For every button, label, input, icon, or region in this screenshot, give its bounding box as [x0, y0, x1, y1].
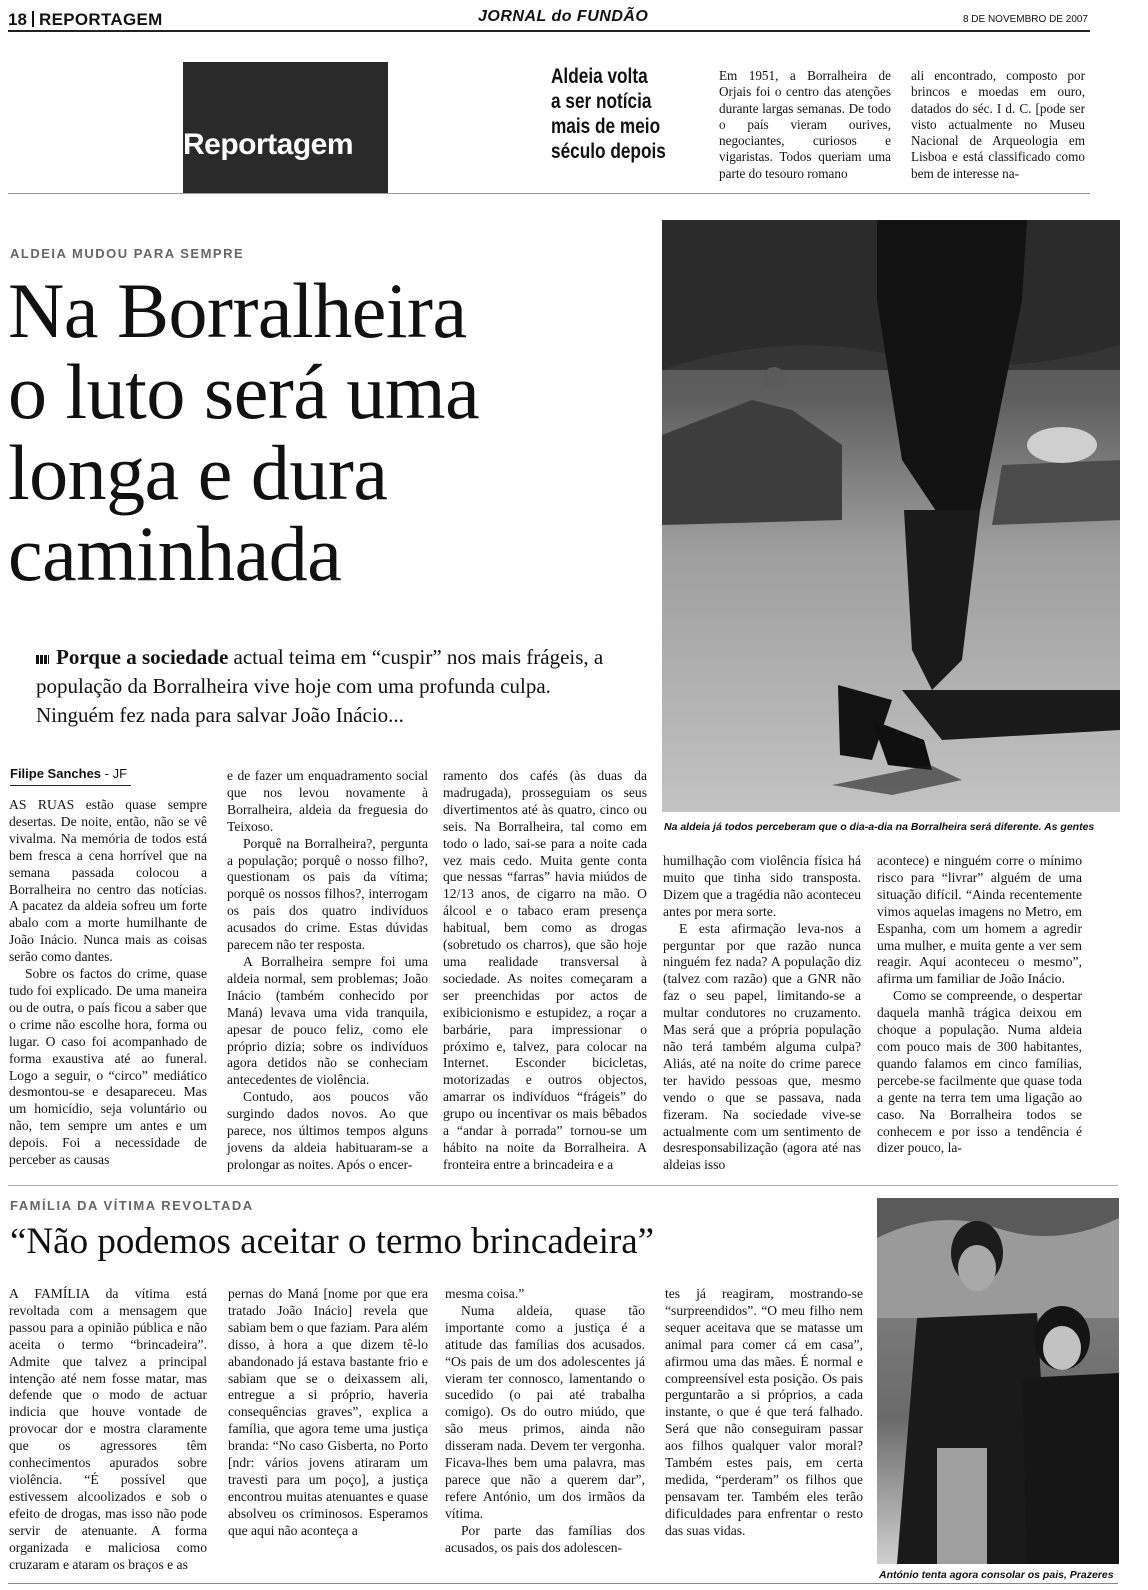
- second-column-3: [445, 1286, 645, 1557]
- paragraph: A FAMÍLIA da vítima está revoltada com a mensagem que passou para a opinião pública e não aceita o termo “brincadeira”. Admite que talvez a principal intenção até nem fosse matar, mas defende que o modo de actuar indicia que houve vontade de provocar dor e mostra claramente que os agressores têm conhecimentos apurados sobre violência. “É possível que estivessem alcoolizados e sob o efeito de drogas, mas isso não pode servir de atenuante. A forma organizada e maliciosa como cruzaram e ataram os braços e as: [9, 1286, 207, 1572]
- main-kicker: ALDEIA MUDOU PARA SEMPRE: [10, 246, 245, 261]
- paragraph: tes já reagiram, mostrando-se “surpreendidos”. “O meu filho nem sequer aceitava que se matasse um animal para comer cá em casa”, afirmou uma das mães. É normal e compreensível esta posição. Os pais perguntarão a si próprios, a cada instante, o que é que terá falhado. Será que não conseguiram passar aos filhos qualquer valor moral? Também estes pais, em certa medida, “perderam” os filhos que pensavam ter. Também eles terão dificuldades para enfrentar o resto das suas vidas.: [665, 1286, 863, 1538]
- page-number: 18: [8, 10, 27, 29]
- lead-marker-icon: [36, 655, 49, 664]
- teaser-rule: [8, 193, 1090, 194]
- lead-bold: Porque a sociedade: [56, 645, 229, 669]
- second-headline: “Não podemos aceitar o termo brincadeira”: [10, 1221, 655, 1262]
- main-headline-line: caminhada: [8, 510, 342, 597]
- paragraph: Contudo, aos poucos vão surgindo dados novos. Ao que parece, nos últimos tempos alguns jovens da aldeia habituaram-se a prolongar as noites. Após o encer-: [227, 1089, 428, 1172]
- paragraph: pernas do Maná [nome por que era tratado João Inácio] revela que sabiam bem o que faziam. Para além disso, à hora a que dizem tê-lo abandonado já estava bastante frio e sabiam que se o deixassem ali, entregue a si próprio, haveria consequências graves”, explica a família, que agora teme uma justiça branda: “No caso Gisberta, no Porto [ndr: vários jovens atiraram um travesti para um poço], a justiça encontrou muitas atenuantes e quase absolveu os criminosos. Esperamos que aqui não aconteça a: [228, 1286, 428, 1538]
- photo-scene: [662, 220, 1120, 812]
- footer-rule: [8, 1583, 1118, 1584]
- reportagem-block: [183, 62, 388, 194]
- masthead-logo: JORNAL do FUNDÃO: [478, 8, 649, 25]
- issue-date: 8 DE NOVEMBRO DE 2007: [962, 14, 1088, 25]
- paragraph: A Borralheira sempre foi uma aldeia normal, sem problemas; João Inácio (também conhecido por Maná) levava uma vida tranquila, apesar de pouco feliz, como ele próprio dizia; sobre os indivíduos agora detidos não se conheciam antecedentes de violência.: [227, 953, 428, 1088]
- paragraph: Por parte das famílias dos acusados, os pais dos adolescen-: [445, 1522, 645, 1555]
- byline-suffix: - JF: [101, 766, 128, 781]
- paragraph: humilhação com violência física há muito que tinha sido transposta. Dizem que a tragédia não aconteceu antes por mera sorte.: [663, 853, 861, 919]
- second-photo: [877, 1198, 1119, 1564]
- paragraph: mesma coisa.”: [445, 1286, 525, 1301]
- photo-people: [877, 1198, 1119, 1564]
- main-column-1: [9, 797, 207, 1169]
- second-photo-caption: António tenta agora consolar os pais, Prazeres: [879, 1569, 1114, 1581]
- main-headline: [8, 267, 653, 597]
- main-photo: [662, 220, 1120, 812]
- teaser-headline-line: a ser notícia: [551, 90, 652, 113]
- teaser-headline-line: mais de meio: [551, 115, 661, 138]
- second-column-2: [228, 1286, 428, 1540]
- paragraph: Sobre os factos do crime, quase tudo foi explicado. De uma maneira ou de outra, o país ficou a saber que o crime não escolhe hora, forma ou lugar. O caso foi acompanhado de forma exaustiva até ao funeral. Logo a seguir, o “circo” mediático desmontou-se e desapareceu. Mas um homicídio, seja voluntário ou não, tem sempre um antes e um depois. Foi a necessidade de perceber as causas: [9, 966, 207, 1168]
- header-divider: [32, 11, 34, 27]
- paragraph: Como se compreende, o despertar daquela manhã trágica deixou em choque a população. Numa aldeia com pouco mais de 300 habitantes, quando falamos em cinco famílias, percebe-se facilmente que quase toda a gente na terra tem uma ligação ao caso. Na Borralheira todos se conhecem e por isso a tendência é dizer pouco, la-: [877, 988, 1082, 1156]
- paragraph: e de fazer um enquadramento social que nos levou novamente à Borralheira, aldeia da freguesia do Teixoso.: [227, 768, 428, 834]
- section-divider: [8, 1185, 1118, 1186]
- byline-name: Filipe Sanches: [10, 766, 102, 781]
- paragraph: Numa aldeia, quase tão importante como a justiça é a atitude das famílias dos acusados. “Os pais de um dos adolescentes já vieram ter connosco, lamentando o sucedido (o pai até trabalha comigo). Os do outro miúdo, que são meus primos, ainda não disseram nada. Devem ter vergonha. Ficava-lhes bem uma palavra, mas parece que não a querem dar”, refere António, um dos irmãos da vítima.: [445, 1302, 645, 1521]
- paragraph: AS RUAS estão quase sempre desertas. De noite, então, não se vê vivalma. Na memória de todos está bem fresca a cena horrível que na semana passada colocou a Borralheira no centro das notícias. A pacatez da aldeia sofreu um forte abalo com a morte humilhante de João Inácio. Nunca mais as coisas serão como dantes.: [9, 797, 207, 965]
- byline-rule: [10, 785, 131, 786]
- teaser-text-col1: Em 1951, a Borralheira de Orjais foi o centro das atenções durante largas semanas. De todo o país vieram ourives, negociantes, curiosos e vigaristas. Todos queriam uma parte do tesouro romano: [719, 68, 891, 181]
- main-headline-line: longa e dura: [8, 429, 388, 516]
- section-title: REPORTAGEM: [39, 10, 163, 29]
- paragraph: acontece) e ninguém corre o mínimo risco para “livrar” alguém de uma situação difícil. “Ainda recentemente vimos aquelas imagens no Metro, em Espanha, com um homem a agredir uma mulher, e muita gente a ver sem reagir. Aqui aconteceu o mesmo”, afirma um familiar de João Inácio.: [877, 853, 1082, 987]
- main-headline-line: o luto será uma: [8, 348, 480, 435]
- teaser-headline-line: Aldeia volta: [551, 65, 648, 88]
- main-column-2: [227, 768, 428, 1174]
- main-column-5: [877, 853, 1082, 1157]
- second-kicker: FAMÍLIA DA VÍTIMA REVOLTADA: [10, 1198, 254, 1213]
- main-photo-caption: Na aldeia já todos perceberam que o dia-a-dia na Borralheira será diferente. As gentes: [664, 821, 1095, 833]
- reportagem-label: Reportagem: [183, 128, 354, 161]
- paragraph: Porquê na Borralheira?, pergunta a população; porquê o nosso filho?, questionam os pais da vítima; porquê os nossos filhos?, interrogam os pais dos quatro indivíduos acusados do crime. Estas dúvidas parecem não ter resposta.: [227, 835, 428, 953]
- second-column-1: [9, 1286, 207, 1573]
- teaser-text-col2: ali encontrado, composto por brincos e moedas em ouro, datados do séc. I d. C. [pode ser visto actualmente no Museu Nacional de Arqueologia em Lisboa e está classificado como bem de interesse na-: [911, 68, 1085, 181]
- byline: [10, 766, 127, 781]
- main-lead: [36, 643, 616, 730]
- teaser-headline-line: século depois: [551, 140, 666, 163]
- main-column-4: [663, 853, 861, 1174]
- second-column-4: [665, 1286, 863, 1540]
- paragraph: E esta afirmação leva-nos a perguntar por que razão nunca ninguém fez nada? A população diz (talvez com razão) que a GNR não faz o seu papel, limitando-se a multar condutores no cruzamento. Mas será que a própria população não terá também alguma culpa? Aliás, até na noite do crime parece ter havido pessoas que, mesmo vendo o que se passava, nada fizeram. Na sociedade vive-se actualmente com um sentimento de desresponsabilização (agora até nas aldeias isso: [663, 920, 861, 1173]
- paragraph: ramento dos cafés (às duas da madrugada), prosseguiam os seus divertimentos até às quatro, cinco ou seis. Na Borralheira, tal como em todo o lado, sai-se para a noite cada vez mais cedo. Muita gente conta que nessas “farras” havia miúdos de 12/13 anos, de cigarro na mão. O álcool e o tabaco eram presença habitual, bem como as drogas (sobretudo os charros), que são hoje uma realidade transversal à sociedade. As noites começaram a ser preenchidas por actos de exibicionismo e estupidez, a roçar a barbárie, para impressionar o próximo e, talvez, para colocar na Internet. Esconder bicicletas, motorizadas e outros objectos, amarrar os indivíduos “frágeis” do grupo ou incentivar os mais bêbados a “andar à porrada” tornou-se um hábito na noite da Borralheira. A fronteira entre a brincadeira e a: [443, 768, 647, 1172]
- main-headline-line: Na Borralheira: [8, 267, 467, 354]
- page-header: [8, 8, 1140, 32]
- main-column-3: [443, 768, 647, 1174]
- header-rule: [8, 30, 1090, 32]
- teaser-headline: [551, 64, 674, 164]
- lead-text: actual teima em “cuspir” nos mais frágeis, a população da Borralheira vive hoje com uma profunda culpa. Ninguém fez nada para salvar João Inácio...: [36, 645, 604, 727]
